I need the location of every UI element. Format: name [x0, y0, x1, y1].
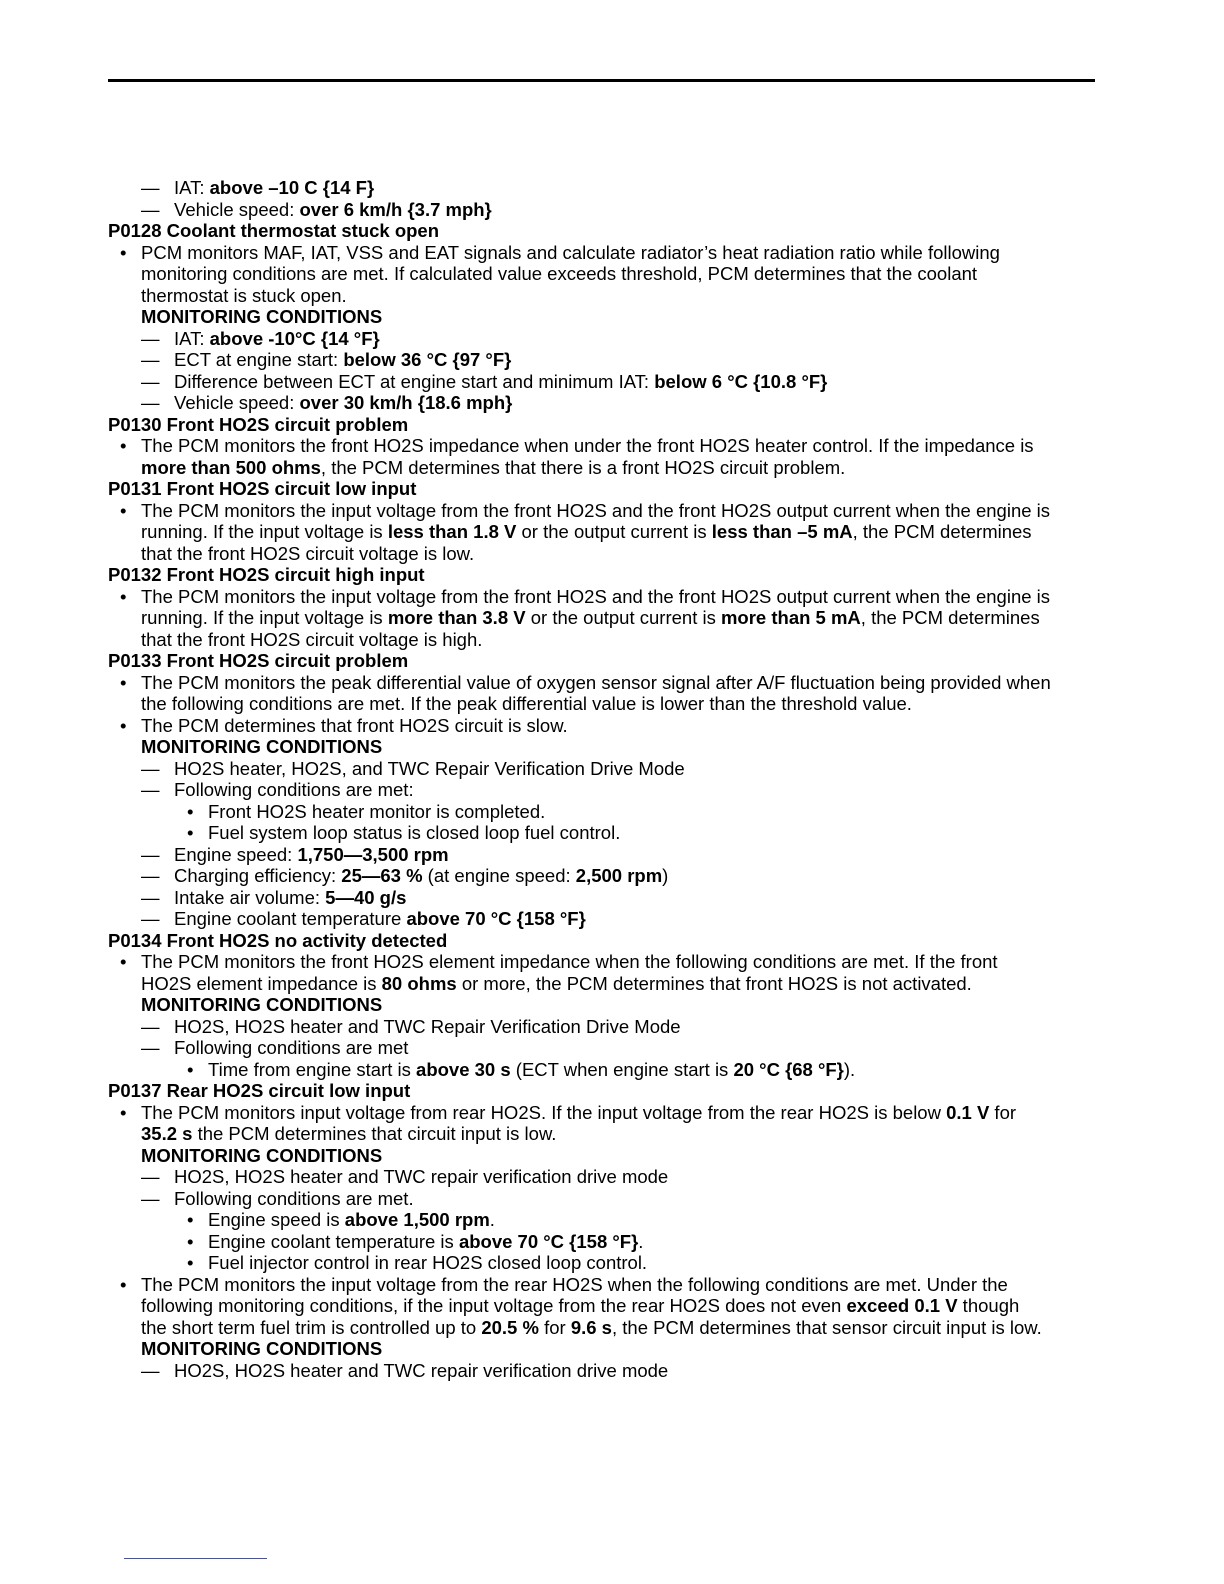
bold-text: above 70 °C {158 °F} [406, 908, 586, 929]
text: HO2S, HO2S heater and TWC repair verification drive mode [174, 1166, 669, 1187]
text: The PCM monitors the peak differential value of oxygen sensor signal after A/F fluctuation being provided when [141, 671, 1051, 693]
text: Fuel injector control in rear HO2S closed loop control. [208, 1252, 648, 1273]
condition-item [108, 758, 1108, 780]
bold-text: more than 500 ohms [141, 456, 321, 478]
sub-bullet-item [108, 1059, 1108, 1081]
bold-text: 20.5 % [481, 1316, 539, 1338]
text: P0130 Front HO2S circuit problem [108, 413, 409, 435]
text: or the output current is [516, 521, 712, 542]
condition-item [108, 177, 1108, 199]
bold-text: above 1,500 rpm [344, 1209, 490, 1230]
bold-text: 80 ohms [381, 972, 457, 994]
text: The PCM monitors the input voltage from the rear HO2S when the following conditions are met. Under the [141, 1273, 1008, 1295]
text: Front HO2S heater monitor is completed. [208, 800, 546, 822]
bullet-item [108, 586, 1108, 608]
text: running. If the input voltage is [141, 521, 388, 542]
text: , the PCM determines [860, 607, 1040, 628]
text: the PCM determines that circuit input is low. [192, 1123, 557, 1144]
paragraph-line [108, 1338, 1108, 1360]
sub-bullet-item [108, 801, 1108, 823]
text: Difference between ECT at engine start and minimum IAT: [174, 370, 655, 392]
paragraph-line [108, 306, 1108, 328]
paragraph-line [108, 973, 1108, 995]
text: (at engine speed: [422, 865, 576, 886]
text: The PCM monitors the input voltage from the front HO2S and the front HO2S output current when the engine is [141, 585, 1051, 607]
bold-text: more than 5 mA [720, 607, 861, 628]
bold-text: below 6 °C {10.8 °F} [654, 370, 828, 392]
document-body [108, 177, 1108, 1381]
bold-text: 25—63 % [341, 865, 423, 886]
text: or the output current is [525, 607, 721, 628]
paragraph-line [108, 994, 1108, 1016]
text: Vehicle speed: [174, 392, 300, 413]
text: Fuel system loop status is closed loop fuel control. [208, 822, 621, 843]
dash-icon: — [141, 1037, 160, 1058]
sub-bullet-item [108, 1252, 1108, 1274]
bullet-item [108, 672, 1108, 694]
bold-text: MONITORING CONDITIONS [141, 736, 383, 757]
bullet-icon: • [187, 1058, 194, 1080]
text: IAT: [174, 327, 210, 349]
text: P0128 Coolant thermostat stuck open [108, 220, 440, 241]
dash-icon: — [141, 1166, 160, 1187]
dash-icon: — [141, 198, 160, 220]
text: Intake air volume: [174, 886, 326, 908]
text: HO2S, HO2S heater and TWC Repair Verification Drive Mode [174, 1015, 681, 1037]
paragraph-line [108, 521, 1108, 543]
text: for [538, 1316, 571, 1338]
text: thermostat is stuck open. [141, 284, 347, 306]
text: Engine speed: [174, 843, 298, 865]
bullet-icon: • [187, 822, 194, 843]
dash-icon: — [141, 370, 160, 392]
text: ECT at engine start: [174, 349, 344, 370]
text: Following conditions are met: [174, 779, 414, 800]
bullet-icon: • [120, 1101, 127, 1123]
condition-item [108, 328, 1108, 350]
condition-item [108, 865, 1108, 887]
bullet-item [108, 951, 1108, 973]
bold-text: 35.2 s [141, 1123, 193, 1144]
text: Engine coolant temperature [174, 908, 407, 929]
paragraph-line [108, 1295, 1108, 1317]
dtc-heading [108, 650, 1108, 672]
bold-text: above 70 °C {158 °F} [458, 1230, 639, 1252]
sub-bullet-item [108, 1231, 1108, 1253]
bullet-icon: • [120, 585, 127, 607]
text: or more, the PCM determines that front HO2S is not activated. [456, 972, 972, 994]
text: , the PCM determines that sensor circuit input is low. [611, 1316, 1042, 1338]
text: The PCM monitors the front HO2S impedance when under the front HO2S heater control. If the impedance is [141, 435, 1034, 456]
text: the following conditions are met. If the peak differential value is lower than the threshold value. [141, 693, 912, 714]
text: , the PCM determines [852, 521, 1032, 542]
bold-text: above –10 C {14 F} [209, 177, 375, 198]
text: ). [843, 1058, 856, 1080]
bullet-item [108, 500, 1108, 522]
dtc-heading [108, 220, 1108, 242]
bold-text: 1,750—3,500 rpm [297, 843, 449, 865]
text: The PCM monitors the front HO2S element impedance when the following conditions are met. If the front [141, 951, 998, 972]
text: Following conditions are met [174, 1037, 409, 1058]
dash-icon: — [141, 886, 160, 908]
bold-text: 5—40 g/s [325, 886, 407, 908]
bullet-icon: • [187, 1230, 194, 1252]
text: P0137 Rear HO2S circuit low input [108, 1080, 411, 1101]
text: The PCM determines that front HO2S circuit is slow. [141, 714, 568, 736]
bullet-item [108, 1102, 1108, 1124]
dash-icon: — [141, 908, 160, 929]
text: ) [662, 865, 669, 886]
sub-bullet-item [108, 822, 1108, 844]
bold-text: exceed 0.1 V [846, 1295, 958, 1316]
dash-icon: — [141, 865, 160, 886]
dtc-heading [108, 478, 1108, 500]
bold-text: MONITORING CONDITIONS [141, 1144, 383, 1166]
dash-icon: — [141, 1187, 160, 1209]
text: , the PCM determines that there is a front HO2S circuit problem. [320, 456, 846, 478]
paragraph-line [108, 263, 1108, 285]
paragraph-line [108, 543, 1108, 565]
text: that the front HO2S circuit voltage is high. [141, 628, 483, 650]
text: HO2S, HO2S heater and TWC repair verification drive mode [174, 1359, 669, 1381]
bullet-icon: • [120, 499, 127, 521]
condition-item [108, 349, 1108, 371]
text: Charging efficiency: [174, 865, 342, 886]
text: the short term fuel trim is controlled up to [141, 1316, 482, 1338]
text: Engine coolant temperature is [208, 1230, 459, 1252]
bold-text: more than 3.8 V [387, 607, 526, 628]
dash-icon: — [141, 392, 160, 413]
text: that the front HO2S circuit voltage is low. [141, 542, 475, 564]
paragraph-line [108, 607, 1108, 629]
paragraph-line [108, 1317, 1108, 1339]
text: P0132 Front HO2S circuit high input [108, 564, 425, 585]
bullet-icon: • [120, 241, 127, 263]
dash-icon: — [141, 779, 160, 800]
bold-text: above -10°C {14 °F} [209, 327, 380, 349]
bold-text: above 30 s [416, 1058, 511, 1080]
paragraph-line [108, 693, 1108, 715]
bold-text: 20 °C {68 °F} [733, 1058, 844, 1080]
header-rule [108, 79, 1095, 82]
text: running. If the input voltage is [141, 607, 388, 628]
bullet-icon: • [120, 951, 127, 972]
condition-item [108, 844, 1108, 866]
text: . [638, 1230, 644, 1252]
dash-icon: — [141, 1015, 160, 1037]
dtc-heading [108, 930, 1108, 952]
bullet-item [108, 1274, 1108, 1296]
bold-text: MONITORING CONDITIONS [141, 994, 383, 1015]
paragraph-line [108, 1145, 1108, 1167]
text: Time from engine start is [208, 1058, 417, 1080]
paragraph-line [108, 457, 1108, 479]
text: monitoring conditions are met. If calculated value exceeds threshold, PCM determines that the coolant [141, 263, 978, 284]
dtc-heading [108, 1080, 1108, 1102]
paragraph-line [108, 285, 1108, 307]
bold-text: MONITORING CONDITIONS [141, 1338, 383, 1359]
text: HO2S heater, HO2S, and TWC Repair Verification Drive Mode [174, 757, 685, 779]
dash-icon: — [141, 177, 160, 198]
dash-icon: — [141, 843, 160, 865]
text: following monitoring conditions, if the input voltage from the rear HO2S does not even [141, 1295, 847, 1316]
bold-text: over 30 km/h {18.6 mph} [299, 392, 513, 413]
bold-text: 0.1 V [946, 1101, 990, 1123]
text: HO2S element impedance is [141, 972, 382, 994]
text: IAT: [174, 177, 210, 198]
dash-icon: — [141, 349, 160, 370]
bullet-icon: • [120, 671, 127, 693]
bold-text: less than –5 mA [711, 521, 853, 542]
text: The PCM monitors input voltage from rear HO2S. If the input voltage from the rear HO2S is below [141, 1101, 947, 1123]
text: P0133 Front HO2S circuit problem [108, 650, 409, 671]
sub-bullet-item [108, 1209, 1108, 1231]
condition-item [108, 1037, 1108, 1059]
text: P0134 Front HO2S no activity detected [108, 929, 448, 951]
bullet-item [108, 435, 1108, 457]
text: though [957, 1295, 1020, 1316]
bullet-icon: • [120, 714, 127, 736]
text: . [489, 1209, 495, 1230]
bold-text: over 6 km/h {3.7 mph} [299, 198, 492, 220]
condition-item [108, 1188, 1108, 1210]
bold-text: 2,500 rpm [575, 865, 663, 886]
text: P0131 Front HO2S circuit low input [108, 478, 417, 499]
dash-icon: — [141, 1359, 160, 1381]
dtc-heading [108, 564, 1108, 586]
text: Engine speed is [208, 1209, 345, 1230]
bold-text: 9.6 s [570, 1316, 612, 1338]
dash-icon: — [141, 327, 160, 349]
condition-item [108, 908, 1108, 930]
condition-item [108, 392, 1108, 414]
text: Following conditions are met. [174, 1187, 414, 1209]
bold-text: below 36 °C {97 °F} [343, 349, 512, 370]
condition-item [108, 1360, 1108, 1382]
condition-item [108, 887, 1108, 909]
bold-text: MONITORING CONDITIONS [141, 306, 383, 327]
paragraph-line [108, 736, 1108, 758]
text: PCM monitors MAF, IAT, VSS and EAT signals and calculate radiator’s heat radiation ratio while following [141, 241, 1000, 263]
bold-text: less than 1.8 V [387, 521, 517, 542]
text: The PCM monitors the input voltage from the front HO2S and the front HO2S output current when the engine is [141, 499, 1051, 521]
condition-item [108, 371, 1108, 393]
dtc-heading [108, 414, 1108, 436]
text: (ECT when engine start is [510, 1058, 734, 1080]
footer-link-underline[interactable] [124, 1558, 267, 1559]
text: for [989, 1101, 1017, 1123]
paragraph-line [108, 629, 1108, 651]
dash-icon: — [141, 757, 160, 779]
bullet-icon: • [187, 1209, 194, 1230]
bullet-item [108, 242, 1108, 264]
condition-item [108, 1016, 1108, 1038]
condition-item [108, 199, 1108, 221]
bullet-icon: • [120, 435, 127, 456]
condition-item [108, 1166, 1108, 1188]
condition-item [108, 779, 1108, 801]
paragraph-line [108, 1123, 1108, 1145]
bullet-icon: • [120, 1273, 127, 1295]
text: Vehicle speed: [174, 198, 300, 220]
bullet-icon: • [187, 800, 194, 822]
bullet-icon: • [187, 1252, 194, 1273]
bullet-item [108, 715, 1108, 737]
